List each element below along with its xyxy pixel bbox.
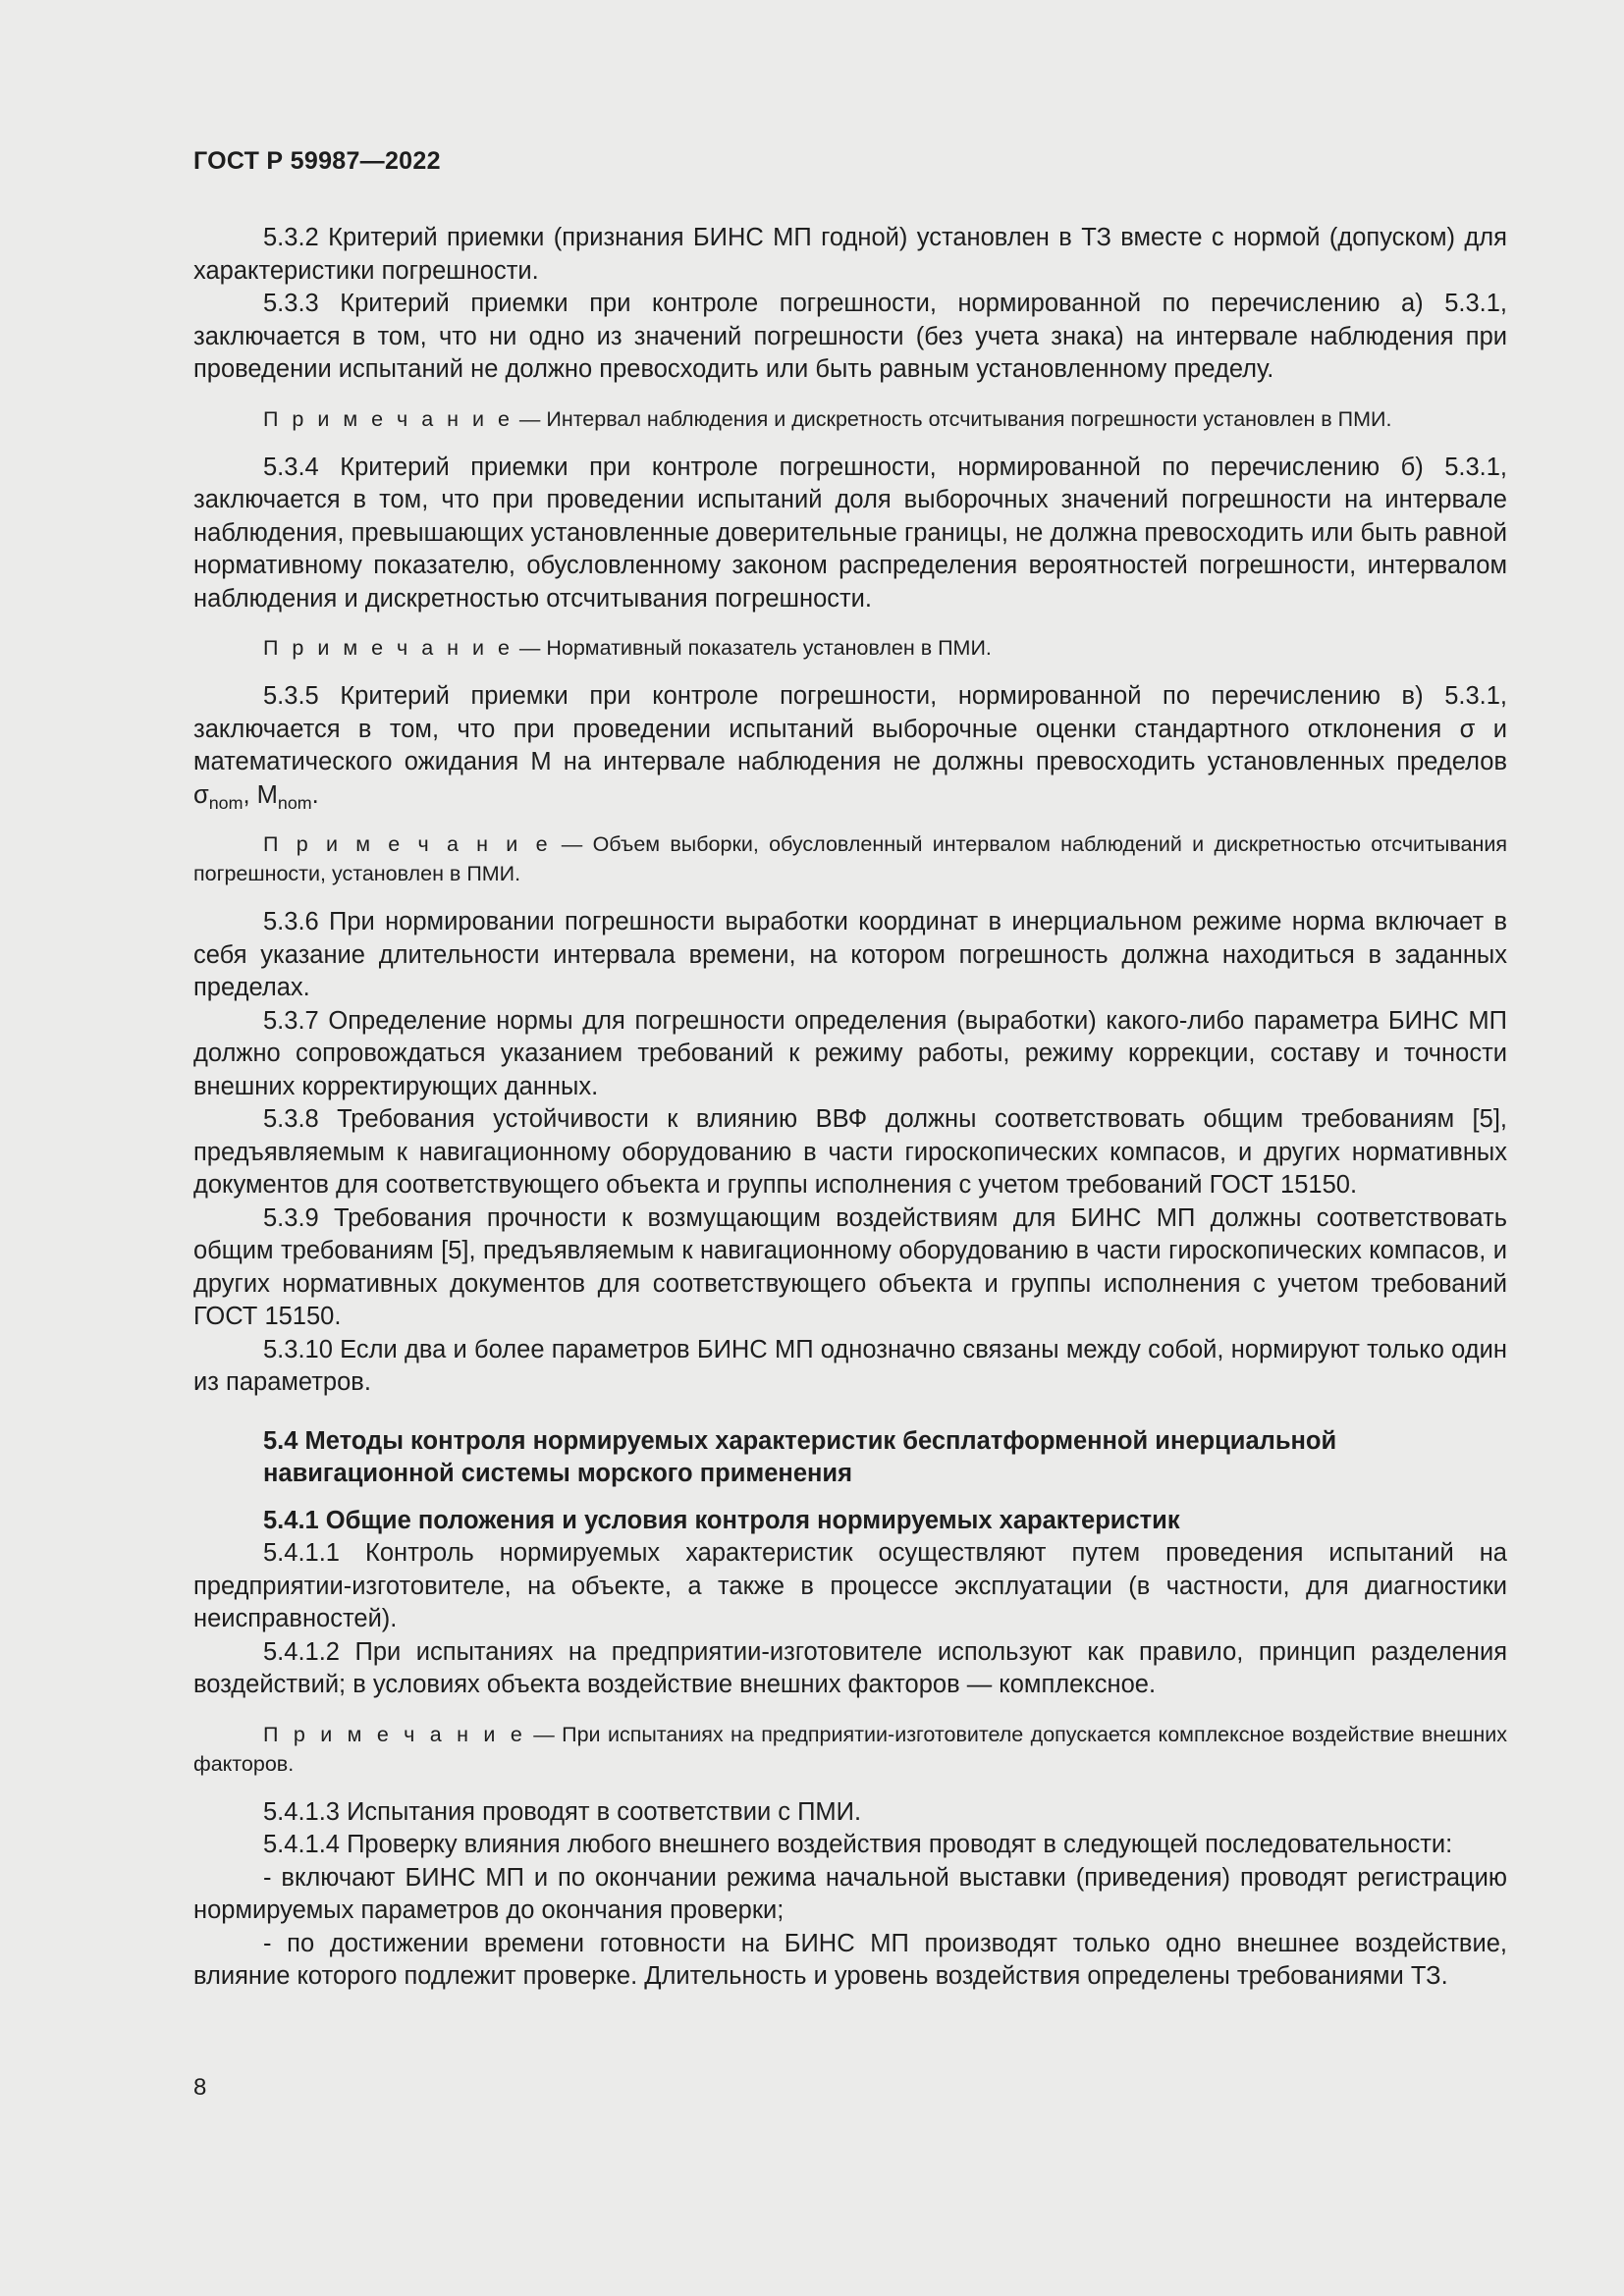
separator: , bbox=[243, 780, 257, 809]
clause-5-4-1-1: 5.4.1.1 Контроль нормируемых характеристик осуществляют путем проведения испытаний на предприятии-изготовителе, на объекте, а также в процессе эксплуатации (в частности, для диагностики неисправностей). bbox=[193, 1539, 1507, 1632]
clause-text: 5.3.5 Критерий приемки при контроле погрешности, нормированной по перечислению в) 5.3.1, заключается в том, что при проведении испытаний выборочные оценки стандартного отклонения σ и математического ожидания M на интервале наблюдения не должны превосходить установленных пределов bbox=[193, 682, 1507, 775]
m-symbol: M bbox=[256, 780, 278, 809]
list-item: - включают БИНС МП и по окончании режима начальной выставки (приведения) проводят регистрацию нормируемых параметров до окончания проверки; bbox=[193, 1863, 1507, 1924]
clause-5-3-9: 5.3.9 Требования прочности к возмущающим воздействиям для БИНС МП должны соответствовать общим требованиям [5], предъявляемым к навигационному оборудованию в части гироскопических компасов, и других нормативных документов для соответствующего объекта и группы исполнения с учетом требований ГОСТ 15150. bbox=[193, 1203, 1507, 1330]
clause-5-4-1-2: 5.4.1.2 При испытаниях на предприятии-изготовителе используют как правило, принцип разделения воздействий; в условиях объекта воздействие внешних факторов — комплексное. bbox=[193, 1637, 1507, 1698]
note-4 bbox=[193, 1720, 1507, 1779]
note-3 bbox=[193, 829, 1507, 888]
note-text: — Нормативный показатель установлен в ПМИ. bbox=[513, 636, 992, 660]
clause-5-3-10: 5.3.10 Если два и более параметров БИНС МП однозначно связаны между собой, нормируют только один из параметров. bbox=[193, 1335, 1507, 1396]
note-label: П р и м е ч а н и е bbox=[263, 636, 514, 660]
note-label: П р и м е ч а н и е bbox=[263, 406, 514, 431]
note-label: П р и м е ч а н и е bbox=[263, 832, 552, 856]
clause-5-3-2: 5.3.2 Критерий приемки (признания БИНС МП годной) установлен в ТЗ вместе с нормой (допуском) для характеристики погрешности. bbox=[193, 224, 1507, 285]
clause-5-3-7: 5.3.7 Определение нормы для погрешности определения (выработки) какого-либо параметра БИНС МП должно сопровождаться указанием требований к режиму работы, режиму коррекции, составу и точности внешних корректирующих данных. bbox=[193, 1006, 1507, 1100]
clause-5-3-6: 5.3.6 При нормировании погрешности выработки координат в инерциальном режиме норма включает в себя указание длительности интервала времени, на котором погрешность должна находиться в заданных пределах. bbox=[193, 908, 1507, 1001]
note-2 bbox=[193, 633, 1507, 663]
note-label: П р и м е ч а н и е bbox=[263, 1722, 526, 1746]
clause-5-3-5 bbox=[193, 680, 1507, 812]
sigma-symbol: σ bbox=[193, 780, 209, 809]
document-id-header: ГОСТ Р 59987—2022 bbox=[193, 147, 441, 175]
clause-5-3-8: 5.3.8 Требования устойчивости к влиянию ВВФ должны соответствовать общим требованиям [5], предъявляемым к навигационному оборудованию в части гироскопических компасов, и других нормативных документов для соответствующего объекта и группы исполнения с учетом требований ГОСТ 15150. bbox=[193, 1105, 1507, 1199]
nom-subscript: nom bbox=[277, 792, 312, 813]
clause-5-3-3: 5.3.3 Критерий приемки при контроле погрешности, нормированной по перечислению а) 5.3.1, заключается в том, что ни одно из значений погрешности (без учета знака) на интервале наблюдения при проведении испытаний не должно превосходить или быть равным установленному пределу. bbox=[193, 290, 1507, 383]
clause-5-3-4: 5.3.4 Критерий приемки при контроле погрешности, нормированной по перечислению б) 5.3.1, заключается в том, что при проведении испытаний доля выборочных значений погрешности на интервале наблюдения, превышающих установленные доверительные границы, не должна превосходить или быть равной нормативному показателю, обусловленному законом распределения вероятностей погрешности, интервалом наблюдения и дискретностью отсчитывания погрешности. bbox=[193, 453, 1507, 613]
page-number: 8 bbox=[193, 2074, 207, 2101]
note-text: — При испытаниях на предприятии-изготовителе допускается комплексное воздействие внешних факторов. bbox=[193, 1722, 1507, 1776]
list-item: - по достижении времени готовности на БИНС МП производят только одно внешнее воздействие, влияние которого подлежит проверке. Длительность и уровень воздействия определены требованиями ТЗ. bbox=[193, 1929, 1507, 1990]
note-text: — Объем выборки, обусловленный интервалом наблюдений и дискретностью отсчитывания погрешности, установлен в ПМИ. bbox=[193, 832, 1507, 885]
subsection-heading-5-4-1: 5.4.1 Общие положения и условия контроля нормируемых характеристик bbox=[263, 1506, 1180, 1534]
clause-5-4-1-3: 5.4.1.3 Испытания проводят в соответствии с ПМИ. bbox=[263, 1797, 862, 1826]
clause-5-4-1-4: 5.4.1.4 Проверку влияния любого внешнего воздействия проводят в следующей последовательности: bbox=[263, 1831, 1453, 1858]
section-heading-5-4: 5.4 Методы контроля нормируемых характеристик бесплатформенной инерциальной навигационной системы морского применения bbox=[263, 1426, 1337, 1487]
note-1 bbox=[193, 404, 1507, 434]
end-period: . bbox=[311, 780, 319, 809]
document-body bbox=[193, 222, 1507, 1994]
nom-subscript: nom bbox=[208, 792, 244, 813]
note-text: — Интервал наблюдения и дискретность отсчитывания погрешности установлен в ПМИ. bbox=[513, 406, 1392, 431]
